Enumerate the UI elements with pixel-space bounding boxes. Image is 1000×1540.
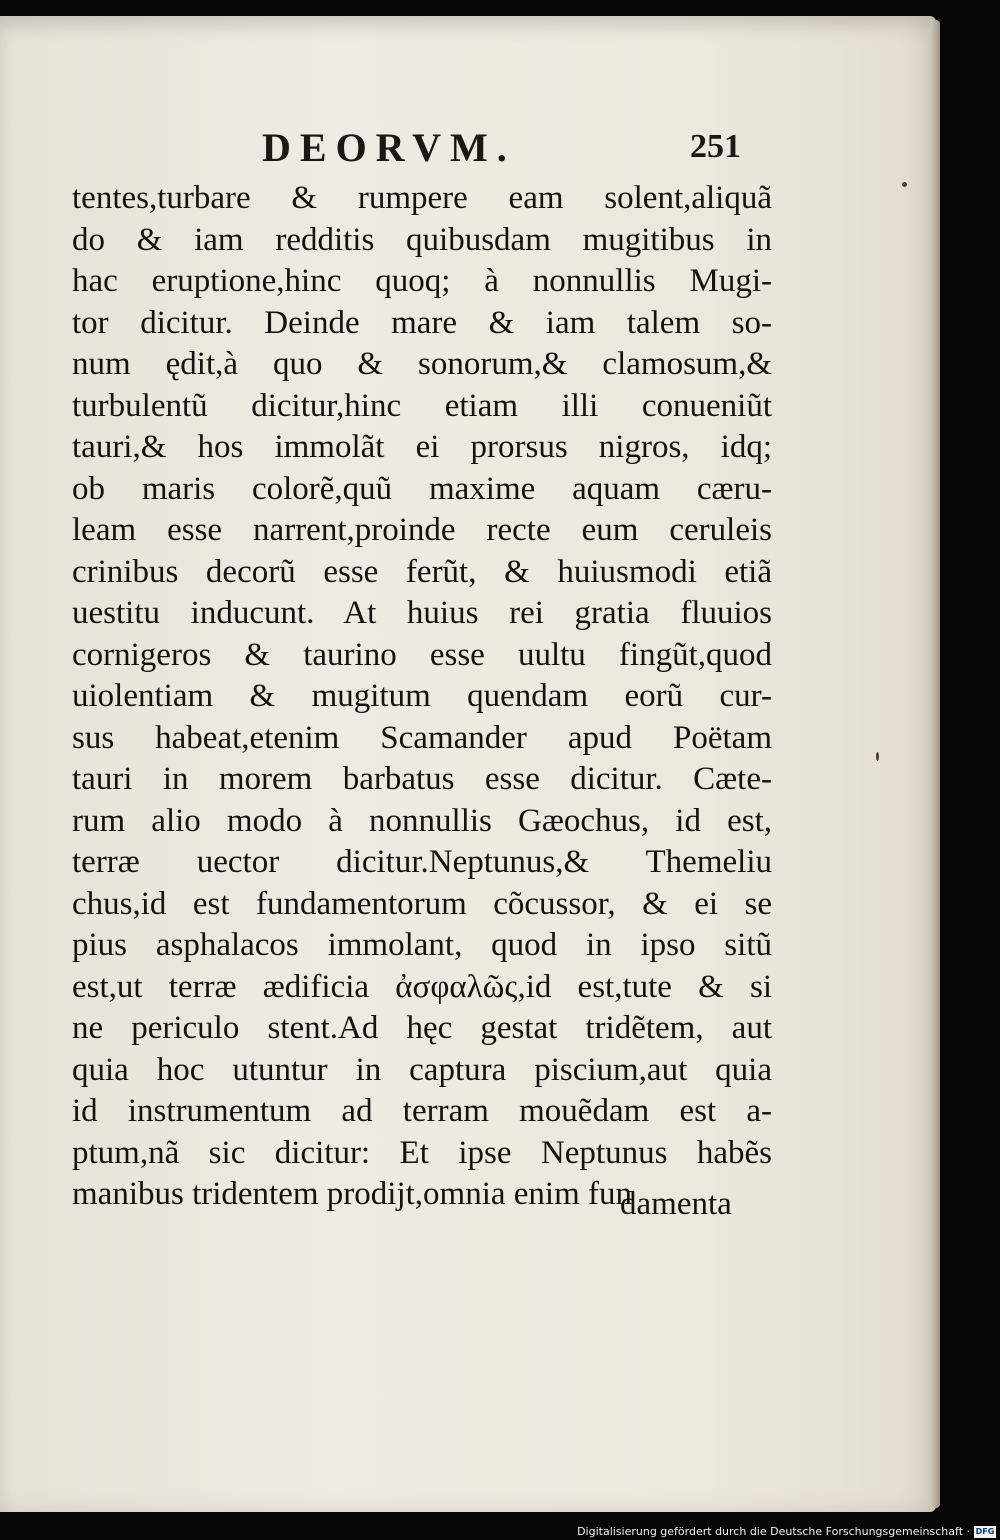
text-line: uestitu inducunt. At huius rei gratia fluuios: [72, 595, 772, 631]
body-text: [72, 178, 772, 1216]
text-line: est,ut terræ ædificia ἀσφαλῶς,id est,tute & si: [72, 968, 772, 1005]
text-line: terræ uector dicitur.Neptunus,& Themeliu: [72, 844, 772, 880]
text-line: hac eruptione,hinc quoq; à nonnullis Mugi-: [72, 263, 772, 299]
text-line: quia hoc utuntur in captura piscium,aut quia: [72, 1051, 772, 1088]
text-line: tauri,& hos immolãt ei prorsus nigros, idq;: [72, 429, 772, 465]
text-line: uiolentiam & mugitum quendam eorũ cur-: [72, 678, 772, 714]
text-line: rum alio modo à nonnullis Gæochus, id est,: [72, 802, 772, 839]
text-line: turbulentũ dicitur,hinc etiam illi conueniũt: [72, 387, 772, 424]
text-line: pius asphalacos immolant, quod in ipso sitũ: [72, 927, 772, 963]
text-line: ptum,nã sic dicitur: Et ipse Neptunus habẽs: [72, 1134, 772, 1171]
text-line: crinibus decorũ esse ferũt, & huiusmodi etiã: [72, 553, 772, 590]
text-line: manibus tridentem prodijt,omnia enim fun: [72, 1176, 632, 1212]
text-line: num ędit,à quo & sonorum,& clamosum,&: [72, 346, 772, 382]
text-line: tentes,turbare & rumpere eam solent,aliquã: [72, 180, 772, 216]
text-line: leam esse narrent,proinde recte eum ceruleis: [72, 512, 772, 548]
running-head: DEORVM.: [262, 125, 516, 170]
book-page: [0, 16, 936, 1512]
digitization-credit: Digitalisierung gefördert durch die Deutsche Forschungsgemeinschaft ·: [577, 1525, 970, 1538]
text-line: ob maris colorẽ,quũ maxime aquam cæru-: [72, 470, 772, 507]
text-line: sus habeat,etenim Scamander apud Poëtam: [72, 719, 772, 756]
paper-speck: [902, 182, 907, 187]
text-line: cornigeros & taurino esse uultu fingũt,quod: [72, 636, 772, 673]
catchword: damenta: [620, 1186, 732, 1222]
text-line: ne periculo stent.Ad hęc gestat tridẽtem, aut: [72, 1010, 772, 1046]
page-edge: [930, 20, 940, 1508]
text-line: do & iam redditis quibusdam mugitibus in: [72, 221, 772, 258]
text-line: tor dicitur. Deinde mare & iam talem so-: [72, 304, 772, 341]
dfg-logo-icon: DFG: [975, 1527, 995, 1536]
paper-speck: [876, 752, 879, 761]
text-line: id instrumentum ad terram mouẽdam est a-: [72, 1093, 772, 1129]
text-line: chus,id est fundamentorum cõcussor, & ei se: [72, 885, 772, 922]
text-line: tauri in morem barbatus esse dicitur. Cæte-: [72, 761, 772, 797]
page-number: 251: [690, 128, 741, 165]
